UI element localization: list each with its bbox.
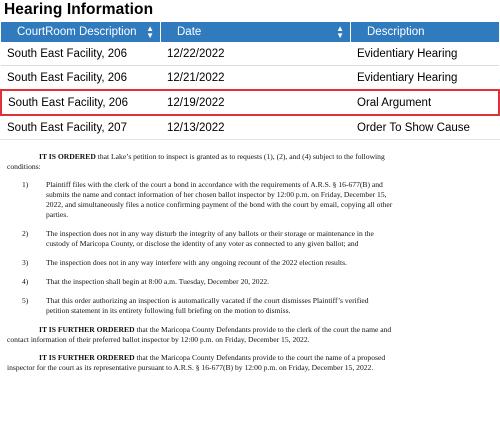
cell-description: Order To Show Cause [357,121,470,134]
order-further-text: that the Maricopa County Defendants provide to the clerk of the court the name and contact information of their preferred ballot inspector by 12:00 p.m. on Friday, December 15, 2022. [7,325,392,344]
order-further-text: that the Maricopa County Defendants provide to the court the name of a proposed inspector for the court as its representative pursuant to A.R.S. § 16-677(B) by 12:00 p.m. on Friday, December 15, 2022. [7,353,386,372]
condition-item [7,277,393,287]
condition-number: 1) [22,180,29,189]
condition-number: 2) [22,229,29,238]
sort-icon[interactable]: ▲ ▼ [146,24,154,40]
condition-text: That this order authorizing an inspection is automatically vacated if the court dismisses Plaintiff’s verified petition statement in its entirety following full briefing on the motion to dismiss. [46,296,369,315]
cell-date: 12/22/2022 [167,47,225,60]
cell-courtroom: South East Facility, 206 [7,47,127,60]
condition-item [7,258,393,268]
sort-icon[interactable]: ▲ ▼ [336,24,344,40]
cell-courtroom: South East Facility, 206 [7,71,127,84]
column-header-label: Date [177,26,202,38]
cell-courtroom: South East Facility, 207 [7,121,127,134]
section-divider [0,139,500,140]
order-heading-bold: IT IS FURTHER ORDERED [39,325,135,334]
court-order-excerpt [7,152,393,373]
cell-description: Evidentiary Hearing [357,47,458,60]
cell-date: 12/21/2022 [167,71,225,84]
condition-number: 5) [22,296,29,305]
condition-text: Plaintiff files with the clerk of the court a bond in accordance with the requirements of A.R.S. § 16-677(B) and submits the name and contact information of her chosen ballot inspector by 12:00 p.m. on Friday, December 15, 2022, and simultaneously files a notice confirming payment of the bond with the court by email, copying all other parties. [46,180,393,219]
condition-number: 3) [22,258,29,267]
condition-item [7,180,393,220]
condition-text: That the inspection shall begin at 8:00 a.m. Tuesday, December 20, 2022. [46,277,270,286]
table-row-highlighted[interactable] [1,90,499,115]
condition-text: The inspection does not in any way interfere with any ongoing recount of the 2022 election results. [46,258,347,267]
condition-item [7,229,393,249]
order-heading-bold: IT IS FURTHER ORDERED [39,353,135,362]
table-row[interactable] [1,115,499,140]
cell-date: 12/13/2022 [167,121,225,134]
order-further-paragraph [7,325,393,345]
table-row[interactable] [1,66,499,91]
order-heading-bold: IT IS ORDERED [39,152,96,161]
column-header-courtroom[interactable] [1,22,161,42]
table-header-row [1,22,499,42]
condition-number: 4) [22,277,29,286]
table-row[interactable] [1,42,499,66]
condition-text: The inspection does not in any way disturb the integrity of any ballots or their storage or maintenance in the custody of Maricopa County, or disclose the identity of any voter as connected to any given ballot; and [46,229,374,248]
condition-item [7,296,393,316]
hearing-information-title: Hearing Information [4,1,154,18]
cell-date: 12/19/2022 [161,90,351,115]
order-further-paragraph [7,353,393,373]
column-header-label: Description [367,26,425,38]
column-header-description [351,22,499,42]
column-header-label: CourtRoom Description [17,26,137,38]
cell-description: Oral Argument [351,90,499,115]
column-header-date[interactable] [161,22,351,42]
order-intro-paragraph [7,152,393,172]
cell-description: Evidentiary Hearing [357,71,458,84]
conditions-list [7,180,393,316]
hearing-table [0,22,500,140]
cell-courtroom: South East Facility, 206 [1,90,161,115]
order-intro-text: that Lake’s petition to inspect is granted as to requests (1), (2), and (4) subject to the following conditions: [7,152,385,171]
